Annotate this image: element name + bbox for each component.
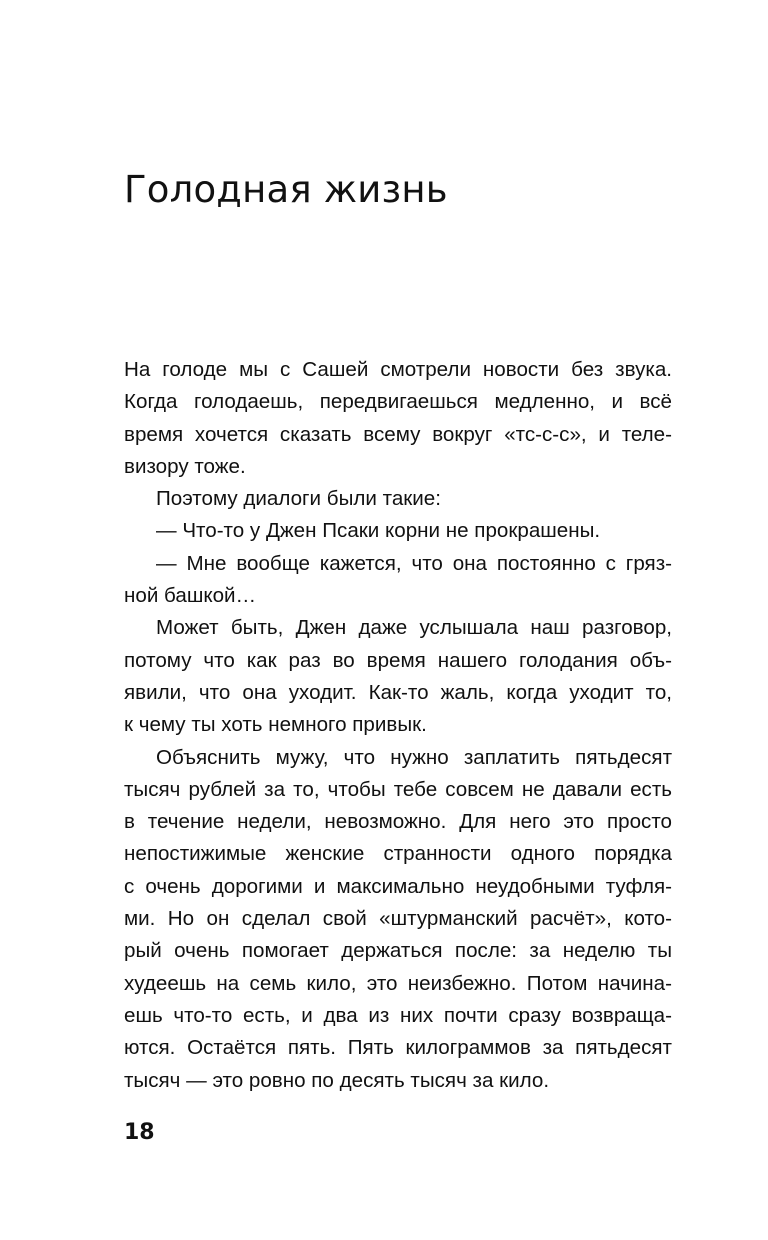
text-line: непостижимые женские странности одного порядка <box>124 842 672 866</box>
text-line: ми. Но он сделал свой «штурманский расчёт», кото- <box>124 907 672 931</box>
page-number: 18 <box>124 1120 155 1145</box>
text-line: время хочется сказать всему вокруг «тс-с-с», и теле- <box>124 422 672 446</box>
text-line: тысяч — это ровно по десять тысяч за кило. <box>124 1068 550 1092</box>
text-line: — Что-то у Джен Псаки корни не прокрашены. <box>156 519 601 543</box>
text-line: Поэтому диалоги были такие: <box>156 487 441 511</box>
text-line: к чему ты хоть немного привык. <box>124 713 427 737</box>
text-line: ешь что-то есть, и два из них почти сразу возвраща- <box>124 1003 672 1027</box>
text-line: ной башкой… <box>124 584 257 608</box>
text-line: в течение недели, невозможно. Для него это просто <box>124 810 672 834</box>
text-line: явили, что она уходит. Как-то жаль, когда уходит то, <box>124 680 672 704</box>
text-line: Объяснить мужу, что нужно заплатить пятьдесят <box>156 745 672 769</box>
chapter-title: Голодная жизнь <box>124 168 448 211</box>
text-line: потому что как раз во время нашего голодания объ- <box>124 648 672 672</box>
text-line: с очень дорогими и максимально неудобными туфля- <box>124 874 672 898</box>
text-line: На голоде мы с Сашей смотрели новости без звука. <box>124 358 672 381</box>
text-line: рый очень помогает держаться после: за неделю ты <box>124 939 672 963</box>
text-line: Может быть, Джен даже услышала наш разговор, <box>156 616 672 640</box>
text-line: худеешь на семь кило, это неизбежно. Потом начина- <box>124 971 672 995</box>
text-line: визору тоже. <box>124 454 246 478</box>
text-line: Когда голодаешь, передвигаешься медленно, и всё <box>124 390 672 414</box>
text-line: тысяч рублей за то, чтобы тебе совсем не давали есть <box>124 777 672 801</box>
text-line: — Мне вообще кажется, что она постоянно с гряз- <box>156 551 672 575</box>
body-text <box>124 354 672 1097</box>
text-line: ются. Остаётся пять. Пять килограммов за пятьдесят <box>124 1036 672 1060</box>
